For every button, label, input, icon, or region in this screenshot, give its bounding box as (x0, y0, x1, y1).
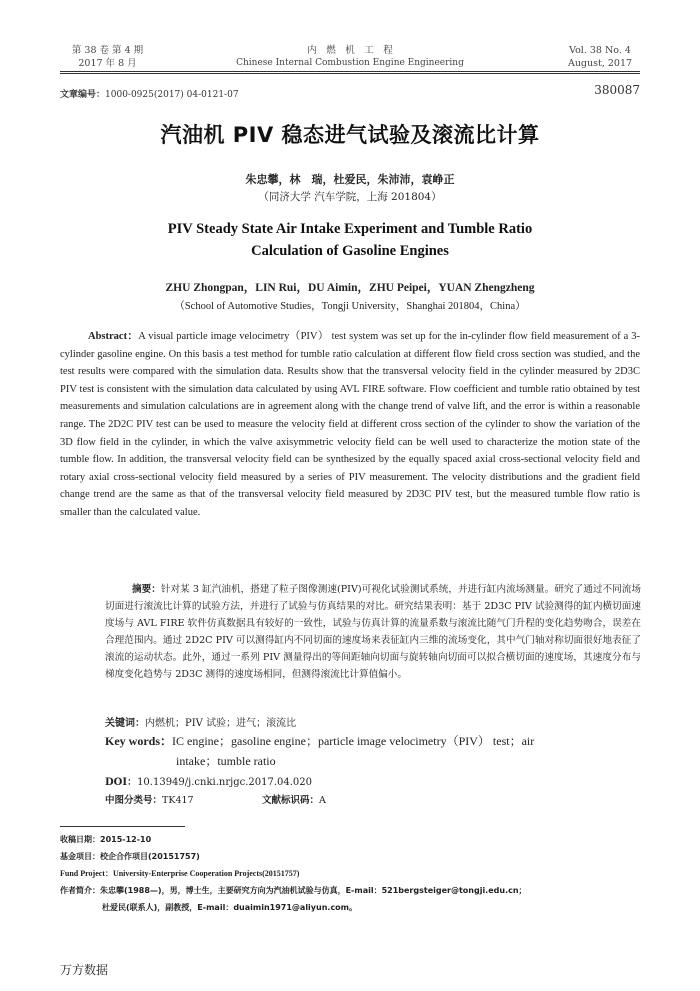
keywords-cn-text: 内燃机；PIV 试验；进气；滚流比 (145, 718, 297, 729)
header-volume-en: Vol. 38 No. 4 (569, 45, 631, 56)
clc-value: TK417 (162, 795, 194, 806)
clc-number (105, 792, 194, 806)
header-rule-top (60, 71, 640, 72)
journal-name-cn: 内 燃 机 工 程 (307, 45, 393, 56)
header-rule-bottom (60, 73, 640, 74)
keywords-en-line2: intake；tumble ratio (176, 754, 276, 768)
doc-id-label: 文献标识码： (262, 795, 320, 806)
doi (105, 773, 312, 788)
abstract-cn (105, 581, 641, 683)
footnote-fund-cn: 基金项目：校企合作项目(20151757) (60, 852, 200, 861)
doi-label: DOI： (105, 777, 138, 788)
page-title-en-line2: Calculation of Gasoline Engines (251, 243, 449, 259)
footnote-bio-1: 作者简介：朱忠攀(1988—)，男，博士生，主要研究方向为汽油机试验与仿真，E-mail：521bergsteiger@tongji.edu.cn； (60, 886, 527, 895)
journal-name-en: Chinese Internal Combustion Engine Engineering (236, 58, 464, 68)
doi-value: 10.13949/j.cnki.nrjgc.2017.04.020 (137, 777, 313, 788)
header-date-cn: 2017 年 8 月 (78, 58, 137, 69)
keywords-cn-label: 关键词： (105, 718, 145, 729)
header-volume-cn: 第 38 卷 第 4 期 (71, 45, 144, 56)
abstract-en-label: Abstract： (88, 331, 139, 342)
header-date-en: August, 2017 (567, 58, 633, 69)
abstract-en-text: A visual particle image velocimetry（PIV） test system was set up for the in-cylinder flow field measurement of a 3-cylinder gasoline engine. On this basis a test method for tumble ratio calculation at different flow field cross section was studied, and the test results were compared with the simulation data. Results show that the transversal velocity field in the cylinder measured by 2D3C PIV test is consistent with the simulation data calculated by using AVL FIRE software. Flow coefficient and tumble ratio obtained by test measurements and simulation calculations are in agreement along with the change trend of valve lift, and the error is within a reasonable range. The 2D2C PIV test can be used to measure the velocity field at different cross section of the cylinder to show the variation of the 3D flow field in the cylinder, in which the valve axisymmetric velocity field can be well used to characterize the motion state of the tumble flow. In addition, the transversal velocity field can be synthesized by the equally spaced axial cross-sectional velocity field and rotary axial cross-sectional velocity field measured by a series of PIV measurement. The velocity distributions and the gradient field change trend are the same as that of the transversal velocity field measured by 2D3C PIV test, but the measured tumble flow ratio is smaller than the calculated value. (60, 331, 640, 518)
abstract-cn-label: 摘要： (132, 584, 161, 595)
abstract-cn-text: 针对某 3 缸汽油机，搭建了粒子图像测速(PIV)可视化试验测试系统，并进行缸内流场测量。研究了通过不同流场切面进行滚流比计算的试验方法，并进行了试验与仿真结果的对比。研究结果表明：基于 2D3C PIV 试验测得的缸内横切面速度场与 AVL FIRE 软件仿真数据具有较好的一致性，试验与仿真计算的流量系数与滚流比随气门升程的变化趋势吻合，误差在合理范围内。通过 2D2C PIV 可以测得缸内不同切面的速度场来表征缸内三维的流场变化，其中气门轴对称切面很好地表征了滚流的运动状态。此外，通过一系列 PIV 测量得出的等间距轴向切面与旋转轴向切面可以拟合横切面的速度场，其速度分布与梯度变化趋势与 2D3C 测得的速度场相同，但测得滚流比计算值偏小。 (105, 584, 641, 680)
doc-id-value: A (319, 795, 326, 806)
article-number-value: 1000-0925(2017) 04-0121-07 (105, 90, 239, 100)
affiliation-cn: （同济大学 汽车学院，上海 201804） (258, 191, 442, 203)
keywords-en-label: Key words： (105, 734, 172, 748)
document-code (262, 792, 326, 806)
keywords-en (105, 732, 534, 749)
footnote-rule (60, 826, 185, 827)
authors-cn: 朱忠攀，林 瑞，杜爱民，朱沛沛，袁峥正 (245, 173, 455, 186)
article-number-label: 文章编号： (60, 90, 106, 100)
footnote-fund-en: Fund Project：University-Enterprise Cooperation Projects(20151757) (60, 869, 300, 878)
abstract-en (60, 328, 640, 522)
article-number (60, 87, 239, 100)
keywords-cn (105, 714, 296, 729)
page-title-en-line1: PIV Steady State Air Intake Experiment and Tumble Ratio (167, 221, 533, 237)
affiliation-en: （School of Automotive Studies，Tongji University，Shanghai 201804，China） (174, 301, 526, 312)
authors-en: ZHU Zhongpan，LIN Rui，DU Aimin，ZHU Peipei，YUAN Zhengzheng (165, 282, 535, 294)
page-title-cn: 汽油机 PIV 稳态进气试验及滚流比计算 (160, 123, 540, 147)
clc-label: 中图分类号： (105, 795, 163, 806)
footnote-bio-2: 杜爱民(联系人)，副教授，E-mail：duaimin1971@aliyun.com。 (102, 903, 358, 912)
footnote-received: 收稿日期：2015-12-10 (60, 835, 152, 844)
doc-code: 380087 (594, 83, 640, 97)
keywords-en-line1: IC engine；gasoline engine；particle image velocimetry（PIV） test；air (172, 734, 535, 748)
wanfang-watermark: 万方数据 (60, 963, 109, 977)
